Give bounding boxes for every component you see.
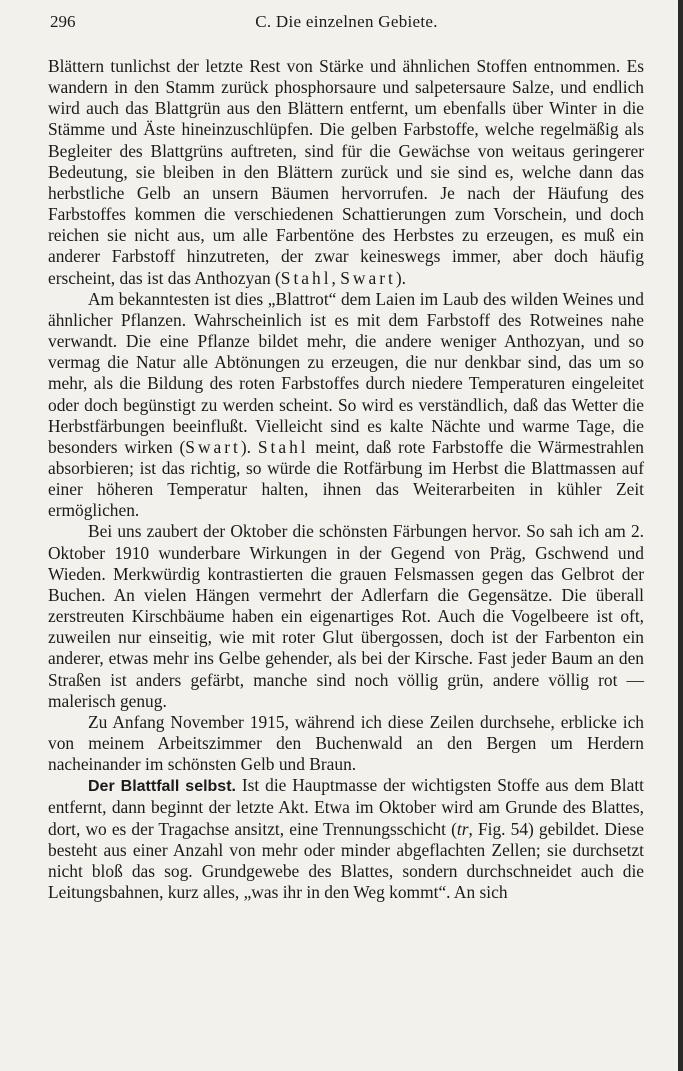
figure-label: tr — [456, 818, 469, 839]
author-name: Stahl — [257, 436, 309, 457]
text-run: Am bekanntesten ist dies „Blattrot“ dem Laien im Laub des wilden Weines und ähnlicher Pflanzen. Wahrscheinlich ist es mit dem Farbstoff des Rotweines nahe verwandt. Die eine Pflanze bildet mehr, die andere weniger Anthozyan, und so vermag die Natur alle Abtönungen zu erzeugen, die nur denkbar sind, das um so mehr, als die Bildung des roten Farbstoffes durch niedere Temperaturen eingeleitet oder doch begünstigt zu werden scheint. So wird es verständlich, daß das Wetter die Herbstfärbungen beeinflußt. Vielleicht sind es kalte Nächte und warme Tage, die besonders wirken ( — [48, 288, 644, 457]
text-run: Ist die Hauptmasse der wichtigsten Stoffe aus dem Blatt entfernt, dann beginnt der letzte Akt. Etwa im Oktober wird am Grunde des Blattes, dort, wo es der Tragachse ansitzt, eine Trennungsschicht ( — [48, 775, 644, 839]
running-title: C. Die einzelnen Gebiete. — [255, 12, 438, 31]
text-run: , Fig. 54) gebildet. Diese besteht aus einer Anzahl von mehr oder minder abgeflachten Zellen; sie durchsetzt nicht bloß das sog. Grundgewebe des Blattes, sondern durchschneidet auch die Leitungsbahnen, kurz alles, „was ihr in den Weg kommt“. An sich — [48, 818, 644, 903]
paragraph — [48, 775, 644, 903]
paragraph — [48, 289, 644, 522]
author-name: Swart — [185, 436, 241, 457]
text-run: Bei uns zaubert der Oktober die schönsten Färbungen hervor. So sah ich am 2. Oktober 1910 wunderbare Wirkungen in der Gegend von Präg, Gschwend und Wieden. Merkwürdig kontrastierten die grauen Felsmassen gegen das Gelbrot der Buchen. An vielen Hängen vermehrt der Adlerfarn die Gegensätze. Die überall zerstreuten Kirschbäume haben ein eigenartiges Rot. Auch die Vogelbeere ist oft, zuweilen nur einseitig, wie mit roter Glut übergossen, doch ist der Farbenton ein anderer, etwas mehr ins Gelbe gehender, als bei der Kirsche. Fast jeder Baum an den Straßen ist anders gefärbt, manche sind noch völlig grün, andere völlig rot — malerisch genug. — [48, 521, 644, 711]
paragraph — [48, 521, 644, 711]
text-run: Blättern tunlichst der letzte Rest von Stärke und ähnlichen Stoffen entnommen. Es wandern in den Stamm zurück phosphorsaure und salpetersaure Salze, und endlich wird auch das Blattgrün aus den Blättern entfernt, um ebenfalls über Winter in die Stämme und Äste hineinzuschlüpfen. Die gelben Farbstoffe, welche regelmäßig als Begleiter des Blattgrüns auftreten, sind für die Gewächse von weitaus geringerer Bedeutung, sie bleiben in den Blättern zurück und sie sind es, welche dann das herbstliche Gelb an unsern Bäumen hervorrufen. Je nach der Häufung des Farbstoffes kommen die verschiedenen Schattierungen zum Vorschein, und doch reichen sie nicht aus, um alle Farbentöne des Herbstes zu erzeugen, es muß ein anderer Farbstoff hinzutreten, der zwar keineswegs immer, aber doch häufig erscheint, das ist das Anthozyan ( — [48, 56, 644, 288]
paragraph — [48, 712, 644, 775]
text-run: ). — [240, 436, 258, 457]
text-run: meint, daß rote Farbstoffe die Wärmestrahlen absorbieren; ist das richtig, so würde die Rotfärbung im Herbst die Blattmassen auf einer höheren Temperatur halten, ihnen das Weiterarbeiten in kühler Zeit ermöglichen. — [48, 436, 645, 521]
author-name: Swart — [340, 267, 396, 288]
section-heading: Der Blattfall selbst. — [88, 778, 236, 796]
text-run: ). — [395, 267, 406, 288]
text-run: , — [331, 267, 341, 288]
text-run: Zu Anfang November 1915, während ich diese Zeilen durchsehe, erblicke ich von meinem Arbeitszimmer den Buchenwald an den Bergen um Herdern nacheinander im schönsten Gelb und Braun. — [48, 711, 644, 775]
author-name: Stahl — [280, 267, 332, 288]
page-number: 296 — [50, 12, 76, 31]
page-header — [50, 12, 643, 38]
scan-edge-shadow — [678, 0, 683, 1071]
body-text — [48, 56, 644, 903]
paragraph — [48, 56, 644, 289]
